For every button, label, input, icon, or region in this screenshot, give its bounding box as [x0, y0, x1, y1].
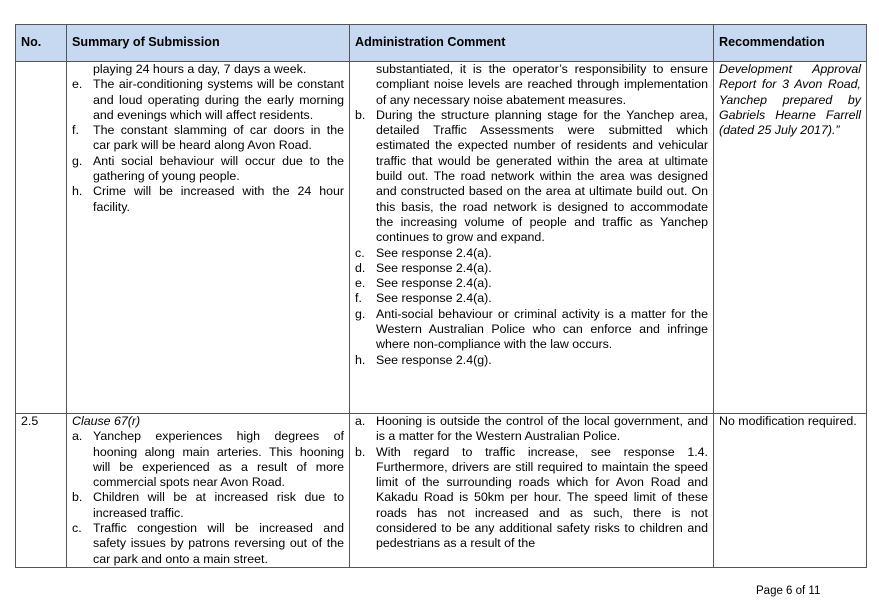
list-item	[355, 291, 708, 306]
list-marker: e.	[355, 276, 366, 291]
list-marker: b.	[355, 444, 366, 459]
summary-list	[72, 77, 344, 215]
recommendation-text: Development Approval Report for 3 Avon Road, Yanchep prepared by Gabriels Hearne Farrell (dated 25 July 2017).”	[719, 62, 861, 138]
list-item-text: Hooning is outside the control of the local government, and is a matter for the Western Australian Police.	[376, 414, 708, 444]
list-item-text: See response 2.4(a).	[376, 291, 492, 306]
recommendation-cell	[714, 62, 867, 414]
list-marker: c.	[355, 245, 365, 260]
list-item-text: See response 2.4(a).	[376, 276, 492, 291]
list-item-text: See response 2.4(a).	[376, 260, 492, 275]
list-marker: b.	[72, 490, 83, 505]
list-item	[72, 77, 344, 123]
admin-comment-cell	[350, 414, 714, 568]
list-marker: g.	[355, 306, 366, 321]
table-row	[16, 414, 867, 568]
list-item-text: Anti-social behaviour or criminal activity is a matter for the Western Australian Police who can enforce and infringe where non-compliance with the law occurs.	[376, 306, 708, 352]
list-item	[355, 246, 708, 261]
list-item	[355, 414, 708, 445]
list-item	[72, 154, 344, 185]
list-item	[355, 261, 708, 276]
list-item-text: See response 2.4(g).	[376, 352, 492, 367]
list-item	[355, 445, 708, 552]
list-item	[72, 184, 344, 215]
list-item-text: The air-conditioning systems will be constant and loud operating during the early morning and evenings which will affect residents.	[93, 77, 344, 122]
page-number: Page 6 of 11	[756, 585, 821, 597]
list-marker: a.	[355, 414, 366, 428]
summary-cell	[67, 62, 350, 414]
list-item-text: With regard to traffic increase, see response 1.4. Furthermore, drivers are still required to maintain the speed limit of the surrounding roads which for Avon Road and Kakadu Road is 50km per hour. The speed limit of these roads has not increased and as such, there is not considered to be any additional safety risks to children and pedestrians as a result of the	[376, 444, 708, 551]
admin-list	[355, 414, 708, 552]
list-marker: f.	[355, 291, 362, 306]
admin-list	[355, 108, 708, 368]
admin-continuation: substantiated, it is the operator’s responsibility to ensure compliant noise levels are reached through implementation of any necessary noise abatement measures.	[376, 62, 708, 107]
list-item	[72, 490, 344, 521]
list-marker: b.	[355, 107, 366, 122]
list-item-text: Children will be at increased risk due to increased traffic.	[93, 490, 344, 520]
list-marker: a.	[72, 429, 83, 444]
list-marker: d.	[355, 260, 366, 275]
clause-reference: Clause 67(r)	[72, 414, 141, 428]
list-marker: h.	[72, 184, 83, 199]
row-number: 2.5	[16, 414, 67, 568]
list-marker: f.	[72, 123, 79, 138]
list-item	[355, 276, 708, 291]
row-number	[16, 62, 67, 414]
list-item-text: Crime will be increased with the 24 hour facility.	[93, 184, 344, 214]
list-item-text: Anti social behaviour will occur due to the gathering of young people.	[93, 153, 344, 184]
list-item-text: Yanchep experiences high degrees of hooning along main arteries. This hooning will be experienced as a result of more commercial spots near Avon Road.	[93, 429, 344, 490]
recommendation-text: No modification required.	[719, 414, 857, 428]
list-item-text: The constant slamming of car doors in the car park will be heard along Avon Road.	[93, 123, 344, 153]
summary-list	[72, 429, 344, 567]
header-summary: Summary of Submission	[67, 25, 350, 62]
admin-comment-cell	[350, 62, 714, 414]
summary-continuation: playing 24 hours a day, 7 days a week.	[93, 62, 307, 76]
list-marker: h.	[355, 352, 366, 367]
list-item	[72, 429, 344, 490]
list-item	[355, 307, 708, 353]
header-recommendation: Recommendation	[714, 25, 867, 62]
recommendation-cell	[714, 414, 867, 568]
list-item-text: Traffic congestion will be increased and safety issues by patrons reversing out of the car park and onto a main street.	[93, 521, 344, 566]
header-no: No.	[16, 25, 67, 62]
list-marker: g.	[72, 153, 83, 168]
list-item	[355, 108, 708, 246]
list-item-text: See response 2.4(a).	[376, 245, 492, 260]
list-item	[355, 353, 708, 368]
submissions-table	[15, 24, 867, 568]
list-marker: e.	[72, 77, 83, 92]
table-header-row	[16, 25, 867, 62]
list-item-text: During the structure planning stage for the Yanchep area, detailed Traffic Assessments were submitted which estimated the expected number of residents and vehicular traffic that would be generated within the area at ultimate build out. The road network within the area was designed and constructed based on the area at ultimate build out. On this basis, the road network is designed to accommodate the increasing volume of people and traffic as Yanchep continues to grow and expand.	[376, 107, 708, 245]
list-item	[72, 123, 344, 154]
list-marker: c.	[72, 521, 82, 536]
list-item	[72, 521, 344, 567]
table-row	[16, 62, 867, 414]
summary-cell	[67, 414, 350, 568]
header-admin-comment: Administration Comment	[350, 25, 714, 62]
